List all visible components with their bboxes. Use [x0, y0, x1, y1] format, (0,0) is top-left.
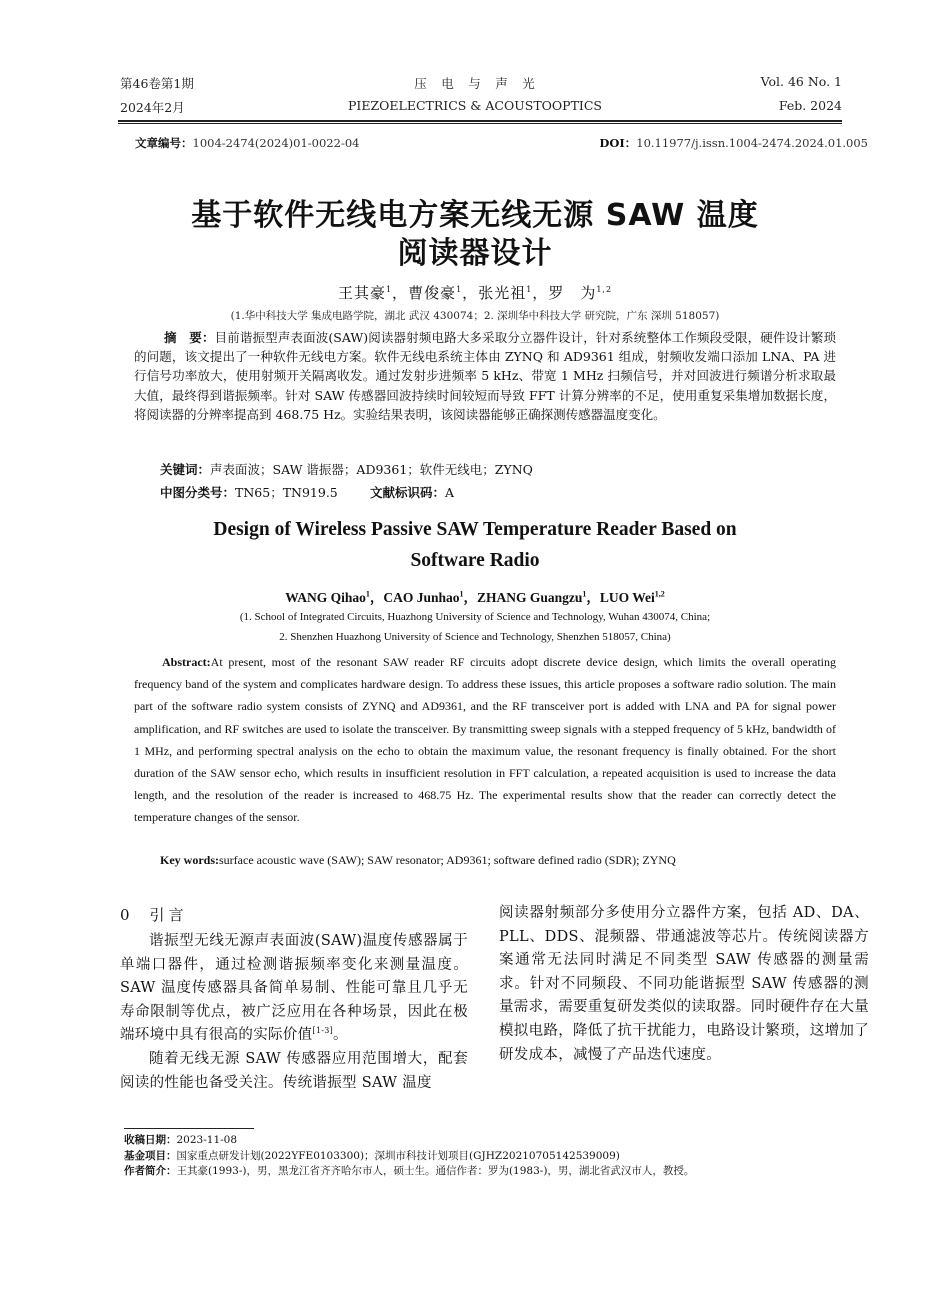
- body-right-column: [499, 902, 869, 1067]
- author-en: LUO Wei: [599, 590, 655, 605]
- header-rule-bottom: [118, 123, 842, 124]
- footnote-rule: [124, 1128, 254, 1129]
- author-cn: 张光祖: [478, 284, 527, 302]
- title-en-line1: Design of Wireless Passive SAW Temperature Reader Based on: [213, 519, 737, 540]
- title-cn-line1: 基于软件无线电方案无线无源 SAW 温度: [191, 198, 759, 233]
- author-en: ZHANG Guangzu: [477, 590, 583, 605]
- header-rule-top: [118, 120, 842, 122]
- abstract-cn-text: 目前谐振型声表面波(SAW)阅读器射频电路大多采取分立器件设计，针对系统整体工作频段受限，硬件设计繁琐的问题，该文提出了一种软件无线电方案。软件无线电系统主体由 ZYNQ 和 AD9361 组成，射频收发端口添加 LNA、PA 进行信号功率放大，使用射频开关隔离收发。通过发射步进频率 5 kHz、带宽 1 MHz 扫频信号，并对回波进行频谱分析求取最大值，最终得到谐振频率。针对 SAW 传感器回波持续时间较短而导致 FFT 计算分辨率的不足，使用重复采集增加数据长度，将阅读器的分辨率提高到 468.75 Hz。实验结果表明，该阅读器能够正确探测传感器温度变化。: [134, 330, 836, 422]
- author-cn: 王其豪: [337, 284, 386, 302]
- affiliation-en-line1: (1. School of Integrated Circuits, Huazhong University of Science and Technology, Wuhan 430074, China;: [239, 611, 711, 623]
- footnotes: [124, 1133, 844, 1180]
- clc-number: 中图分类号：TN65；TN919.5: [160, 485, 338, 500]
- header-journal-en: PIEZOELECTRICS & ACOUSTOOPTICS: [348, 98, 602, 113]
- author-en: CAO Junhao: [383, 590, 460, 605]
- abstract-en: [134, 651, 836, 829]
- header-volume-en: Vol. 46 No. 1: [760, 74, 842, 89]
- doi: DOI：10.11977/j.issn.1004-2474.2024.01.005: [599, 136, 868, 150]
- keywords-en: Key words:surface acoustic wave (SAW); SAW resonator; AD9361; software defined radio (SDR); ZYNQ: [160, 853, 676, 867]
- header-date-cn: 2024年2月: [120, 100, 185, 115]
- fund-info: 基金项目：国家重点研发计划(2022YFE0103300)；深圳市科技计划项目(GJHZ20210705142539009): [124, 1149, 620, 1162]
- abstract-cn: [134, 328, 836, 424]
- body-paragraph: 随着无线无源 SAW 传感器应用范围增大，配套阅读的性能也备受关注。传统谐振型 SAW 温度: [120, 1050, 468, 1091]
- section-heading: [120, 904, 188, 925]
- affiliation-cn: (1.华中科技大学 集成电路学院，湖北 武汉 430074；2. 深圳华中科技大学 研究院，广东 深圳 518057): [230, 310, 720, 322]
- header-date-en: Feb. 2024: [778, 98, 842, 113]
- abstract-en-label: Abstract:: [162, 655, 211, 669]
- abstract-cn-label: 摘 要：: [164, 330, 215, 345]
- authors-en: WANG Qihao$^1$，CAO Junhao$^1$，ZHANG Guangzu$^1$，LUO Wei$^{1,2}$: [285, 589, 665, 605]
- header-journal-cn: 压 电 与 声 光: [414, 76, 536, 91]
- affiliation-en-line2: 2. Shenzhen Huazhong University of Science and Technology, Shenzhen 518057, China): [279, 631, 671, 643]
- keywords-cn: 关键词：声表面波；SAW 谐振器；AD9361；软件无线电；ZYNQ: [160, 462, 533, 477]
- author-bio: 作者简介：王其豪(1993-)，男，黑龙江省齐齐哈尔市人，硕士生。通信作者：罗为(1983-)，男，湖北省武汉市人，教授。: [124, 1165, 695, 1177]
- body-paragraph: 谐振型无线无源声表面波(SAW)温度传感器属于单端口器件，通过检测谐振频率变化来测量温度。SAW 温度传感器具备简单易制、性能可靠且几乎无寿命限制等优点，被广泛应用在各种场景，因此在极端环境中具有很高的实际价值[1-3]。: [120, 933, 468, 1044]
- body-paragraph: 阅读器射频部分多使用分立器件方案，包括 AD、DA、PLL、DDS、混频器、带通滤波等芯片。传统阅读器方案通常无法同时满足不同类型 SAW 传感器的测量需求。针对不同频段、不同功能谐振型 SAW 传感器的测量需求，需要重复研发类似的读取器。同时硬件存在大量模拟电路，降低了抗干扰能力，电路设计繁琐，这增加了研发成本，减慢了产品迭代速度。: [499, 905, 869, 1063]
- document-code: 文献标识码：A: [370, 485, 455, 500]
- author-en: WANG Qihao: [285, 590, 366, 605]
- author-cn: 曹俊豪: [408, 284, 457, 302]
- body-left-column: [120, 930, 468, 1095]
- section-number: 0: [120, 906, 130, 924]
- abstract-en-text: At present, most of the resonant SAW reader RF circuits adopt discrete device design, which limits the overall operating frequency band of the system and complicates hardware design. To address these issues, this article proposes a software radio solution. The main part of the software radio system consists of ZYNQ and AD9361, and the RF transceiver port is added with LNA and PA for signal power amplification, and RF switches are used to isolate the transceiver. By transmitting sweep signals with a stepped frequency of 5 kHz, bandwidth of 1 MHz, and performing spectral analysis on the echo to obtain the maximum value, the resonant frequency is finally obtained. For the short duration of the SAW sensor echo, which results in insufficient resolution in FFT calculation, a repeated acquisition is used to increase the data length, and the resolution of the reader is increased to 468.75 Hz. The experimental results show that the reader can correctly detect the temperature changes of the sensor.: [134, 655, 836, 825]
- header-volume-cn: 第46卷第1期: [120, 76, 194, 91]
- received-date: 收稿日期：2023-11-08: [124, 1134, 238, 1146]
- citation: [1-3]: [312, 1026, 334, 1036]
- author-cn: 罗 为: [548, 284, 597, 302]
- title-cn-line2: 阅读器设计: [397, 236, 553, 271]
- title-en-line2: Software Radio: [410, 550, 540, 571]
- article-number: 文章编号：1004-2474(2024)01-0022-04: [135, 136, 360, 150]
- section-title: 引言: [149, 906, 188, 924]
- authors-cn: 王其豪$^1$，曹俊豪$^1$，张光祖$^1$，罗 为$^{1,2}$: [337, 284, 613, 302]
